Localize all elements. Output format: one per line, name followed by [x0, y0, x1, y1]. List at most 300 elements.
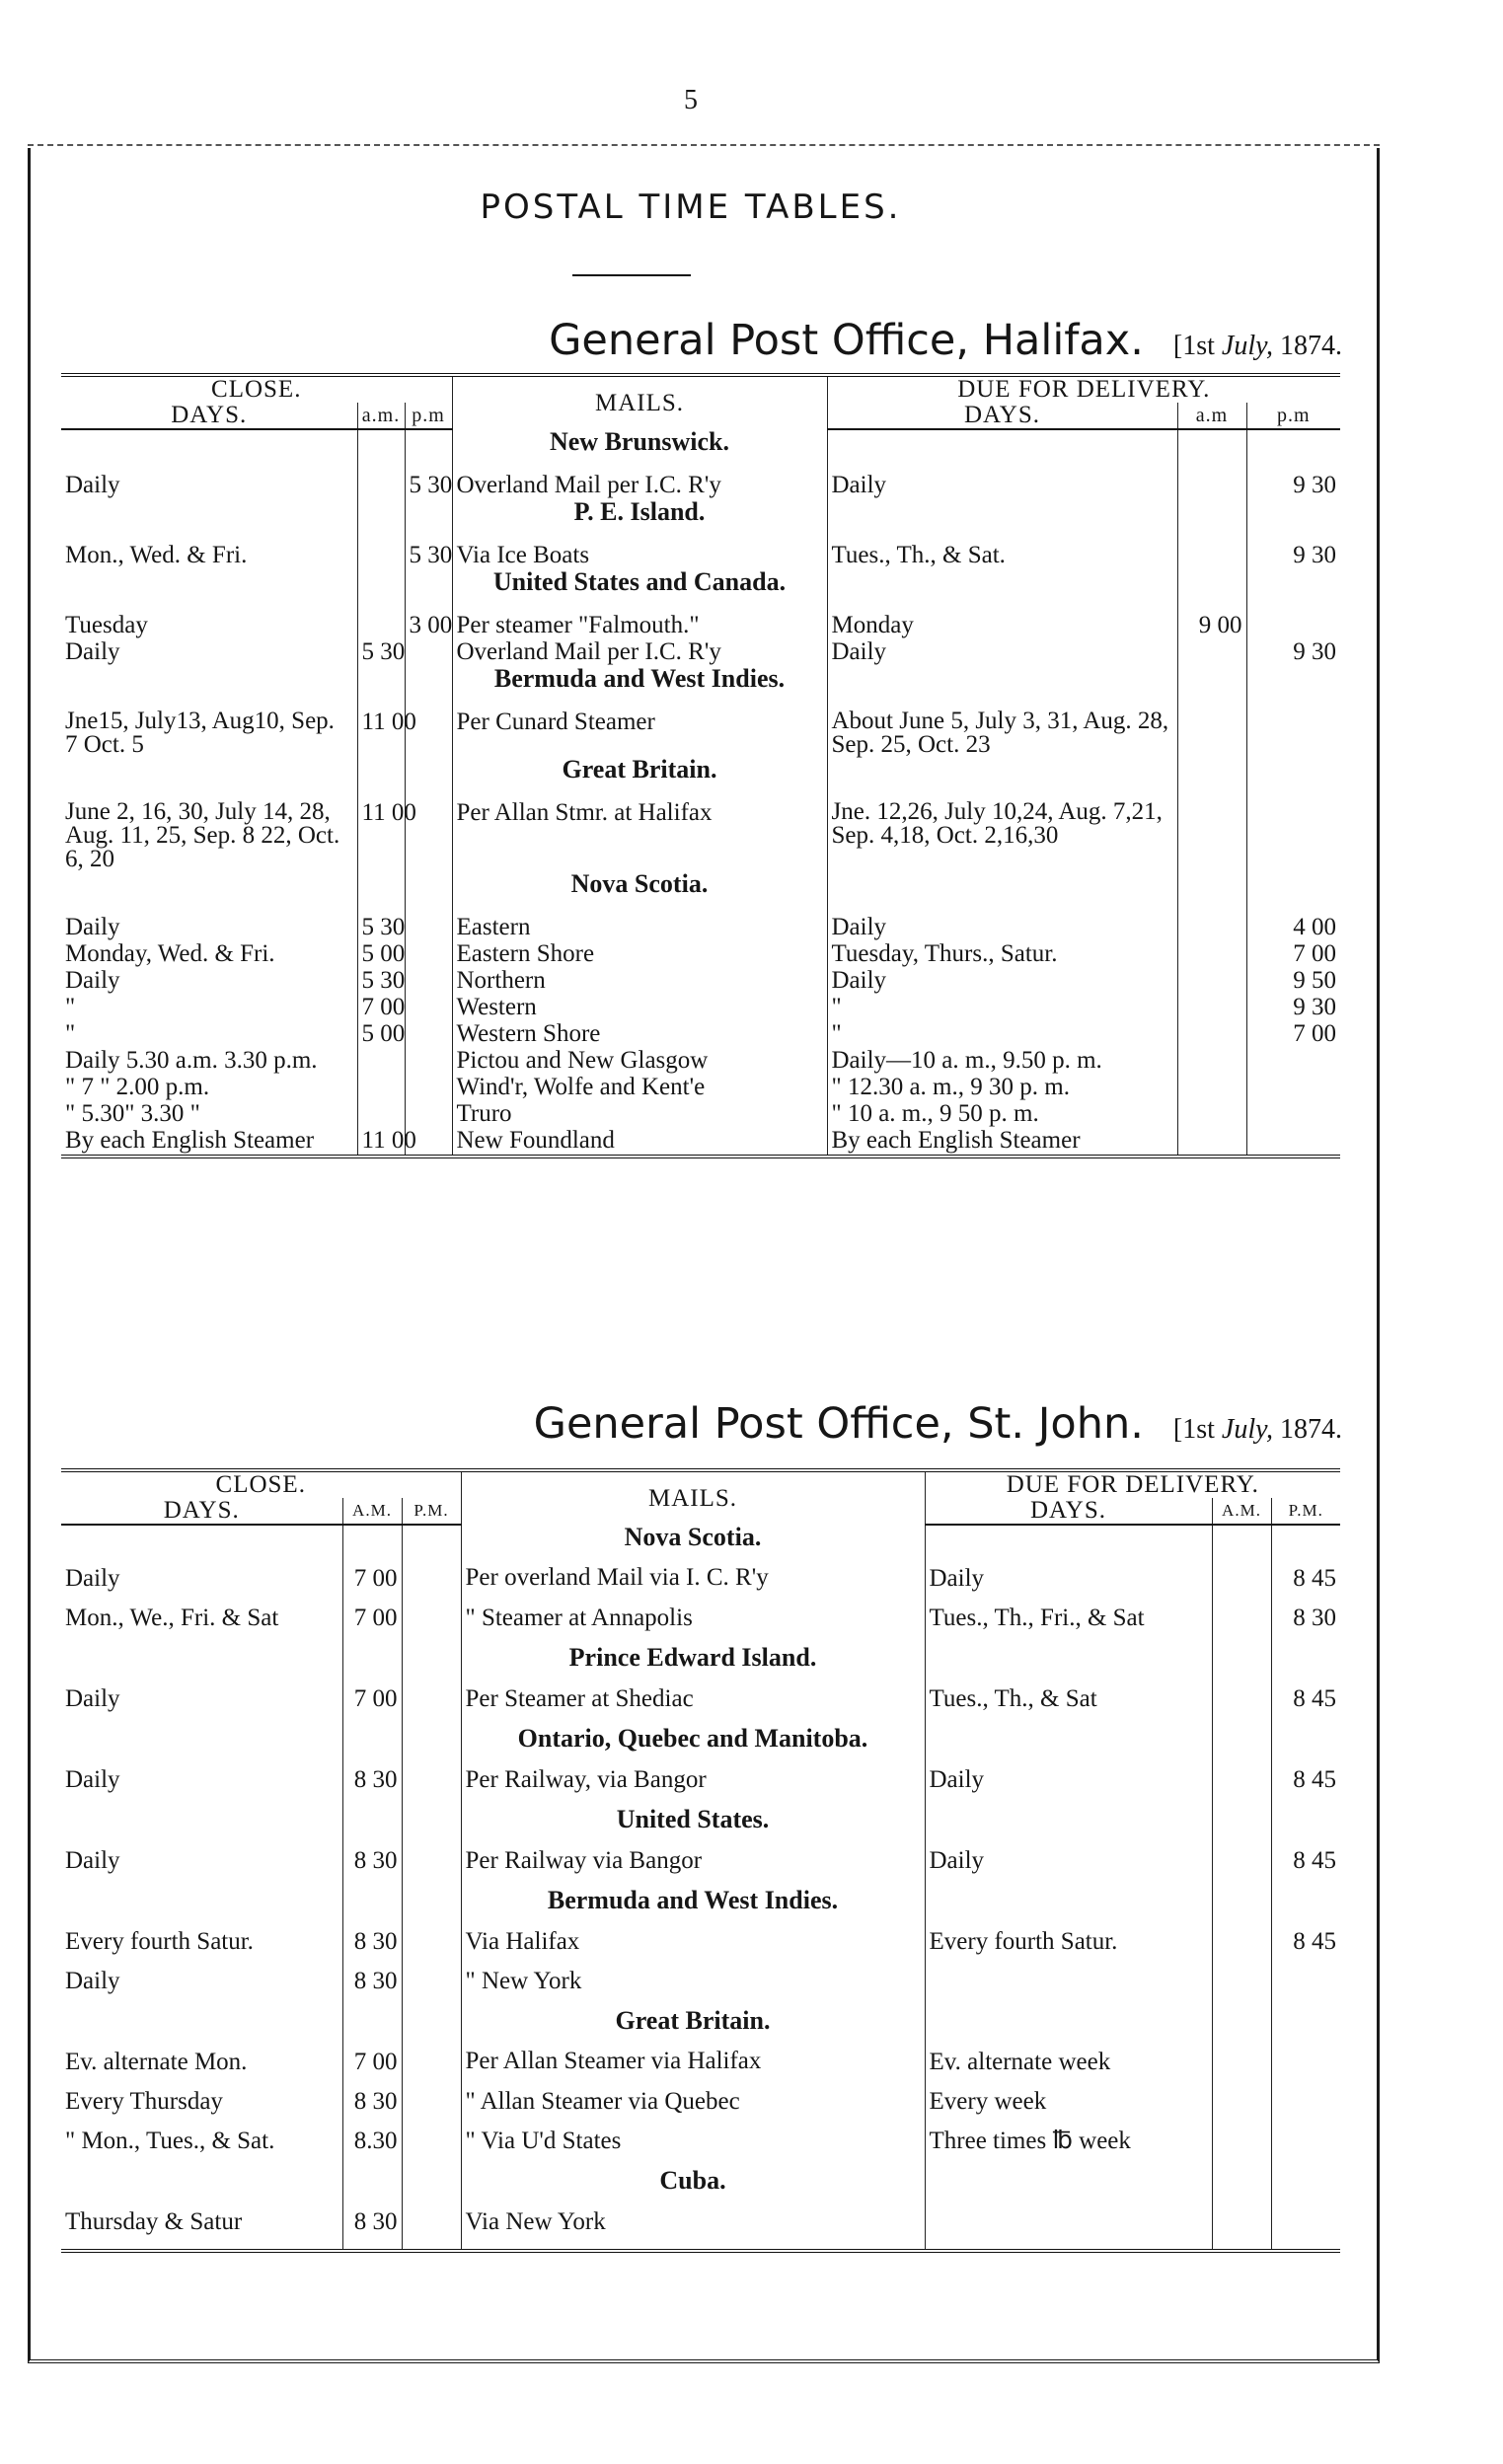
blank-cell	[1246, 499, 1340, 543]
section-heading-row	[61, 871, 1340, 915]
due-pm: 9 30	[1246, 639, 1340, 666]
blank-cell	[925, 2008, 1212, 2050]
table-row	[61, 543, 1340, 569]
blank-cell	[342, 1807, 402, 1848]
close-pm	[402, 1566, 461, 1605]
table-row	[61, 968, 1340, 995]
close-pm	[405, 1101, 452, 1128]
due-am	[1177, 1048, 1246, 1075]
close-am: 5 00	[357, 1021, 405, 1048]
blank-cell	[357, 499, 405, 543]
section-heading-row	[61, 569, 1340, 613]
close-days: Every Thursday	[65, 2088, 223, 2115]
due-pm: 9 30	[1246, 543, 1340, 569]
due-am	[1212, 2128, 1271, 2168]
mail-route: " Allan Steamer via Quebec	[461, 2089, 925, 2128]
mail-route: Eastern	[452, 915, 827, 941]
halifax-office-name: General Post Office, Halifax.	[549, 316, 1144, 365]
due-days: Monday	[827, 613, 1177, 639]
section-heading: Great Britain.	[461, 2008, 925, 2050]
close-am: 8 30	[342, 1929, 402, 1969]
mail-route: Per Railway via Bangor	[461, 1848, 925, 1888]
blank-cell	[1246, 429, 1340, 473]
section-heading: Prince Edward Island.	[461, 1645, 925, 1686]
mail-route: Per Railway, via Bangor	[461, 1767, 925, 1807]
blank-cell	[61, 1888, 342, 1929]
mail-route: Eastern Shore	[452, 941, 827, 968]
due-pm	[1246, 709, 1340, 757]
close-pm	[405, 995, 452, 1021]
blank-cell	[1212, 1888, 1271, 1929]
close-days: " Mon., Tues., & Sat.	[65, 2128, 275, 2154]
section-heading-row	[61, 2168, 1340, 2209]
blank-cell	[1212, 1645, 1271, 1686]
table-row	[61, 1075, 1340, 1101]
section-heading: Ontario, Quebec and Manitoba.	[461, 1726, 925, 1767]
close-pm	[402, 2128, 461, 2168]
table-row	[61, 613, 1340, 639]
mail-route: Overland Mail per I.C. R'y	[452, 639, 827, 666]
section-heading-row	[61, 1807, 1340, 1848]
close-am	[357, 1048, 405, 1075]
blank-cell	[61, 666, 357, 709]
due-am	[1177, 1021, 1246, 1048]
blank-cell	[357, 666, 405, 709]
blank-cell	[402, 2168, 461, 2209]
due-pm: 8 30	[1271, 1605, 1340, 1645]
mail-route: Via New York	[461, 2209, 925, 2251]
due-pm: 9 30	[1246, 473, 1340, 499]
due-pm: 4 00	[1246, 915, 1340, 941]
stjohn-due-header: DUE FOR DELIVERY.	[925, 1470, 1340, 1498]
mail-route: Via Halifax	[461, 1929, 925, 1969]
blank-cell	[1177, 666, 1246, 709]
close-days: " 7 " 2.00 p.m.	[65, 1074, 210, 1100]
top-dashed-rule	[28, 144, 1380, 146]
mail-route: New Foundland	[452, 1128, 827, 1157]
due-days: Daily	[925, 1848, 1212, 1888]
close-pm	[405, 941, 452, 968]
mail-route: " Steamer at Annapolis	[461, 1605, 925, 1645]
close-am: 5 30	[357, 639, 405, 666]
due-days: Jne. 12,26, July 10,24, Aug. 7,21, Sep. 4,18, Oct. 2,16,30	[827, 800, 1177, 871]
close-am	[357, 473, 405, 499]
blank-cell	[61, 1525, 342, 1566]
due-days: Tuesday, Thurs., Satur.	[827, 941, 1177, 968]
stjohn-timetable	[61, 1468, 1340, 2253]
table-row	[61, 941, 1340, 968]
due-days: " 10 a. m., 9 50 p. m.	[827, 1101, 1177, 1128]
mail-route: " New York	[461, 1969, 925, 2008]
due-am	[1177, 639, 1246, 666]
halifax-due-header: DUE FOR DELIVERY.	[827, 375, 1340, 403]
due-pm: 8 45	[1271, 1848, 1340, 1888]
mail-route: " Via U'd States	[461, 2128, 925, 2168]
due-days: Daily	[827, 968, 1177, 995]
close-days: Daily	[65, 1565, 120, 1592]
close-days: Daily 5.30 a.m. 3.30 p.m.	[65, 1047, 318, 1074]
table-row	[61, 1021, 1340, 1048]
blank-cell	[402, 1525, 461, 1566]
table-row	[61, 1929, 1340, 1969]
table-row	[61, 1686, 1340, 1726]
table-row	[61, 1605, 1340, 1645]
close-am: 5 00	[357, 941, 405, 968]
section-heading-row	[61, 1726, 1340, 1767]
blank-cell	[61, 1645, 342, 1686]
section-heading: Bermuda and West Indies.	[461, 1888, 925, 1929]
due-am	[1212, 1848, 1271, 1888]
blank-cell	[1212, 1525, 1271, 1566]
due-days: Tues., Th., Fri., & Sat	[925, 1605, 1212, 1645]
table-row	[61, 709, 1340, 757]
due-am	[1212, 1605, 1271, 1645]
blank-cell	[405, 569, 452, 613]
due-pm	[1246, 800, 1340, 871]
blank-cell	[827, 499, 1177, 543]
due-pm	[1246, 1101, 1340, 1128]
due-pm: 8 45	[1271, 1686, 1340, 1726]
blank-cell	[1212, 1807, 1271, 1848]
close-pm	[405, 1075, 452, 1101]
due-pm	[1271, 2128, 1340, 2168]
blank-cell	[1212, 2008, 1271, 2050]
close-am: 8 30	[342, 2209, 402, 2251]
close-am: 11 00	[357, 1128, 405, 1157]
blank-cell	[1271, 1888, 1340, 1929]
close-am	[357, 613, 405, 639]
due-days: Daily	[925, 1566, 1212, 1605]
stjohn-days-header: DAYS.	[61, 1498, 342, 1525]
blank-cell	[61, 1807, 342, 1848]
due-days	[925, 1969, 1212, 2008]
due-am	[1212, 1767, 1271, 1807]
blank-cell	[342, 1726, 402, 1767]
due-pm: 8 45	[1271, 1566, 1340, 1605]
halifax-due-am-header: a.m	[1177, 403, 1246, 429]
section-heading-row	[61, 666, 1340, 709]
blank-cell	[1246, 871, 1340, 915]
section-heading-row	[61, 1888, 1340, 1929]
blank-cell	[405, 666, 452, 709]
table-row	[61, 1767, 1340, 1807]
halifax-close-header: CLOSE.	[211, 376, 302, 403]
stjohn-office-title	[59, 1399, 1342, 1449]
section-heading: Nova Scotia.	[452, 871, 827, 915]
section-heading: United States and Canada.	[452, 569, 827, 613]
table-row	[61, 473, 1340, 499]
mail-route: Pictou and New Glasgow	[452, 1048, 827, 1075]
due-am	[1177, 941, 1246, 968]
close-am: 11 00	[357, 800, 405, 871]
close-pm	[405, 639, 452, 666]
close-days: Jne15, July13, Aug10, Sep. 7 Oct. 5	[65, 708, 335, 758]
blank-cell	[1271, 2008, 1340, 2050]
blank-cell	[357, 569, 405, 613]
halifax-due-pm-header: p.m	[1246, 403, 1340, 429]
due-days: Ev. alternate week	[925, 2050, 1212, 2089]
section-heading: Great Britain.	[452, 757, 827, 800]
table-row	[61, 800, 1340, 871]
blank-cell	[61, 871, 357, 915]
blank-cell	[357, 757, 405, 800]
blank-cell	[61, 757, 357, 800]
close-days: "	[65, 1020, 76, 1047]
due-am	[1177, 543, 1246, 569]
table-row	[61, 915, 1340, 941]
blank-cell	[342, 2008, 402, 2050]
blank-cell	[405, 757, 452, 800]
close-pm	[402, 1929, 461, 1969]
blank-cell	[827, 569, 1177, 613]
blank-cell	[402, 1726, 461, 1767]
close-pm	[405, 915, 452, 941]
halifax-date: [1st July, 1874.	[1172, 331, 1342, 361]
blank-cell	[1212, 2168, 1271, 2209]
close-pm	[402, 1605, 461, 1645]
mail-route: Per Cunard Steamer	[452, 709, 827, 757]
close-am: 7 00	[342, 2050, 402, 2089]
blank-cell	[342, 1888, 402, 1929]
due-pm: 9 50	[1246, 968, 1340, 995]
due-am	[1212, 2089, 1271, 2128]
blank-cell	[925, 2168, 1212, 2209]
due-pm: 8 45	[1271, 1767, 1340, 1807]
due-pm	[1271, 2209, 1340, 2251]
table-row	[61, 639, 1340, 666]
blank-cell	[61, 2168, 342, 2209]
table-row	[61, 2128, 1340, 2168]
close-pm	[402, 2050, 461, 2089]
table-row	[61, 1848, 1340, 1888]
mail-route: Overland Mail per I.C. R'y	[452, 473, 827, 499]
due-am	[1212, 1686, 1271, 1726]
blank-cell	[342, 2168, 402, 2209]
due-am: 9 00	[1177, 613, 1246, 639]
close-days: Daily	[65, 967, 120, 994]
close-pm	[402, 1686, 461, 1726]
table-row	[61, 995, 1340, 1021]
close-am: 8.30	[342, 2128, 402, 2168]
blank-cell	[402, 1645, 461, 1686]
close-pm	[405, 968, 452, 995]
mail-route: Per Steamer at Shediac	[461, 1686, 925, 1726]
close-pm: 5 30	[405, 543, 452, 569]
blank-cell	[61, 2008, 342, 2050]
section-heading-row	[61, 429, 1340, 473]
due-pm	[1246, 1075, 1340, 1101]
blank-cell	[827, 666, 1177, 709]
table-row	[61, 1128, 1340, 1157]
close-days: Ev. alternate Mon.	[65, 2049, 248, 2075]
blank-cell	[61, 569, 357, 613]
close-pm: 3 00	[405, 613, 452, 639]
stjohn-office-name: General Post Office, St. John.	[533, 1399, 1144, 1449]
close-pm	[402, 2209, 461, 2251]
blank-cell	[1271, 1645, 1340, 1686]
close-am	[357, 543, 405, 569]
blank-cell	[925, 1726, 1212, 1767]
page-number: 5	[684, 85, 698, 115]
close-am: 5 30	[357, 968, 405, 995]
due-pm	[1271, 2089, 1340, 2128]
blank-cell	[925, 1807, 1212, 1848]
close-am: 8 30	[342, 2089, 402, 2128]
mail-route: Wind'r, Wolfe and Kent'e	[452, 1075, 827, 1101]
due-days: Tues., Th., & Sat	[925, 1686, 1212, 1726]
stjohn-date: [1st July, 1874.	[1172, 1414, 1342, 1445]
close-days: Daily	[65, 914, 120, 940]
section-heading-row	[61, 1645, 1340, 1686]
due-days: Daily	[827, 915, 1177, 941]
blank-cell	[925, 1645, 1212, 1686]
close-days: " 5.30" 3.30 "	[65, 1100, 200, 1127]
blank-cell	[1212, 1726, 1271, 1767]
section-heading: Bermuda and West Indies.	[452, 666, 827, 709]
blank-cell	[827, 757, 1177, 800]
close-days: Daily	[65, 472, 120, 498]
halifax-due-days-header: DAYS.	[827, 403, 1177, 429]
table-row	[61, 1101, 1340, 1128]
close-am: 8 30	[342, 1767, 402, 1807]
blank-cell	[1271, 1726, 1340, 1767]
blank-cell	[357, 871, 405, 915]
blank-cell	[61, 429, 357, 473]
blank-cell	[405, 429, 452, 473]
mail-route: Per Allan Stmr. at Halifax	[452, 800, 827, 871]
close-am: 7 00	[342, 1605, 402, 1645]
due-days	[925, 2209, 1212, 2251]
table-row	[61, 2050, 1340, 2089]
section-heading: New Brunswick.	[452, 429, 827, 473]
due-days: Every week	[925, 2089, 1212, 2128]
section-heading-row	[61, 1525, 1340, 1566]
halifax-office-title	[59, 316, 1342, 365]
close-am: 5 30	[357, 915, 405, 941]
due-am	[1177, 1101, 1246, 1128]
due-am	[1212, 1929, 1271, 1969]
due-days: " 12.30 a. m., 9 30 p. m.	[827, 1075, 1177, 1101]
due-am	[1177, 1075, 1246, 1101]
section-heading: P. E. Island.	[452, 499, 827, 543]
stjohn-due-pm-header: P.M.	[1271, 1498, 1340, 1525]
due-pm: 9 30	[1246, 995, 1340, 1021]
halifax-mails-header: MAILS.	[452, 375, 827, 429]
due-am	[1177, 968, 1246, 995]
blank-cell	[61, 499, 357, 543]
close-days: By each English Steamer	[65, 1127, 315, 1154]
table-row	[61, 1048, 1340, 1075]
blank-cell	[1246, 569, 1340, 613]
due-am	[1177, 915, 1246, 941]
blank-cell	[402, 1807, 461, 1848]
mail-route: Truro	[452, 1101, 827, 1128]
section-heading-row	[61, 2008, 1340, 2050]
due-pm	[1271, 2050, 1340, 2089]
due-pm	[1246, 613, 1340, 639]
close-days: June 2, 16, 30, July 14, 28, Aug. 11, 25, Sep. 8 22, Oct. 6, 20	[65, 798, 340, 872]
due-days: Every fourth Satur.	[925, 1929, 1212, 1969]
blank-cell	[1246, 757, 1340, 800]
blank-cell	[1177, 429, 1246, 473]
stjohn-close-header: CLOSE.	[215, 1471, 306, 1498]
blank-cell	[402, 2008, 461, 2050]
close-days: Every fourth Satur.	[65, 1928, 254, 1955]
due-am	[1177, 1128, 1246, 1157]
halifax-days-header: DAYS.	[61, 403, 357, 429]
stjohn-am-header: A.M.	[342, 1498, 402, 1525]
close-am	[357, 1075, 405, 1101]
close-am: 11 00	[357, 709, 405, 757]
table-row	[61, 2209, 1340, 2251]
blank-cell	[405, 871, 452, 915]
due-days: "	[827, 1021, 1177, 1048]
blank-cell	[1177, 499, 1246, 543]
mail-route: Northern	[452, 968, 827, 995]
mail-route: Western Shore	[452, 1021, 827, 1048]
due-days: Three times ℔ week	[925, 2128, 1212, 2168]
stjohn-mails-header: MAILS.	[461, 1470, 925, 1525]
close-pm	[405, 1048, 452, 1075]
blank-cell	[1271, 2168, 1340, 2209]
stjohn-due-days-header: DAYS.	[925, 1498, 1212, 1525]
halifax-timetable	[61, 373, 1340, 1158]
close-pm	[402, 1767, 461, 1807]
due-am	[1177, 800, 1246, 871]
stjohn-due-am-header: A.M.	[1212, 1498, 1271, 1525]
close-pm	[402, 1848, 461, 1888]
blank-cell	[405, 499, 452, 543]
blank-cell	[827, 429, 1177, 473]
section-heading: Nova Scotia.	[461, 1525, 925, 1566]
due-am	[1212, 2209, 1271, 2251]
stjohn-pm-header: P.M.	[402, 1498, 461, 1525]
close-pm	[405, 1021, 452, 1048]
due-am	[1212, 2050, 1271, 2089]
due-am	[1212, 1969, 1271, 2008]
page-title: POSTAL TIME TABLES.	[480, 187, 902, 227]
due-days: Daily	[925, 1767, 1212, 1807]
due-days: Daily—10 a. m., 9.50 p. m.	[827, 1048, 1177, 1075]
due-pm	[1246, 1048, 1340, 1075]
close-days: Daily	[65, 1968, 120, 1994]
close-days: Daily	[65, 1766, 120, 1793]
close-am	[357, 1101, 405, 1128]
blank-cell	[925, 1525, 1212, 1566]
close-pm: 5 30	[405, 473, 452, 499]
due-days: Daily	[827, 639, 1177, 666]
blank-cell	[827, 871, 1177, 915]
close-am: 7 00	[357, 995, 405, 1021]
close-pm	[402, 1969, 461, 2008]
due-days: About June 5, July 3, 31, Aug. 28, Sep. 25, Oct. 23	[827, 709, 1177, 757]
blank-cell	[925, 1888, 1212, 1929]
blank-cell	[1271, 1807, 1340, 1848]
close-am: 7 00	[342, 1566, 402, 1605]
due-am	[1212, 1566, 1271, 1605]
mail-route: Western	[452, 995, 827, 1021]
close-days: Daily	[65, 638, 120, 665]
mail-route: Per Allan Steamer via Halifax	[461, 2050, 925, 2089]
mail-route: Per steamer "Falmouth."	[452, 613, 827, 639]
due-pm	[1246, 1128, 1340, 1157]
close-days: Thursday & Satur	[65, 2208, 243, 2235]
blank-cell	[61, 1726, 342, 1767]
section-heading: Cuba.	[461, 2168, 925, 2209]
mail-route: Via Ice Boats	[452, 543, 827, 569]
blank-cell	[342, 1525, 402, 1566]
table-row	[61, 1566, 1340, 1605]
